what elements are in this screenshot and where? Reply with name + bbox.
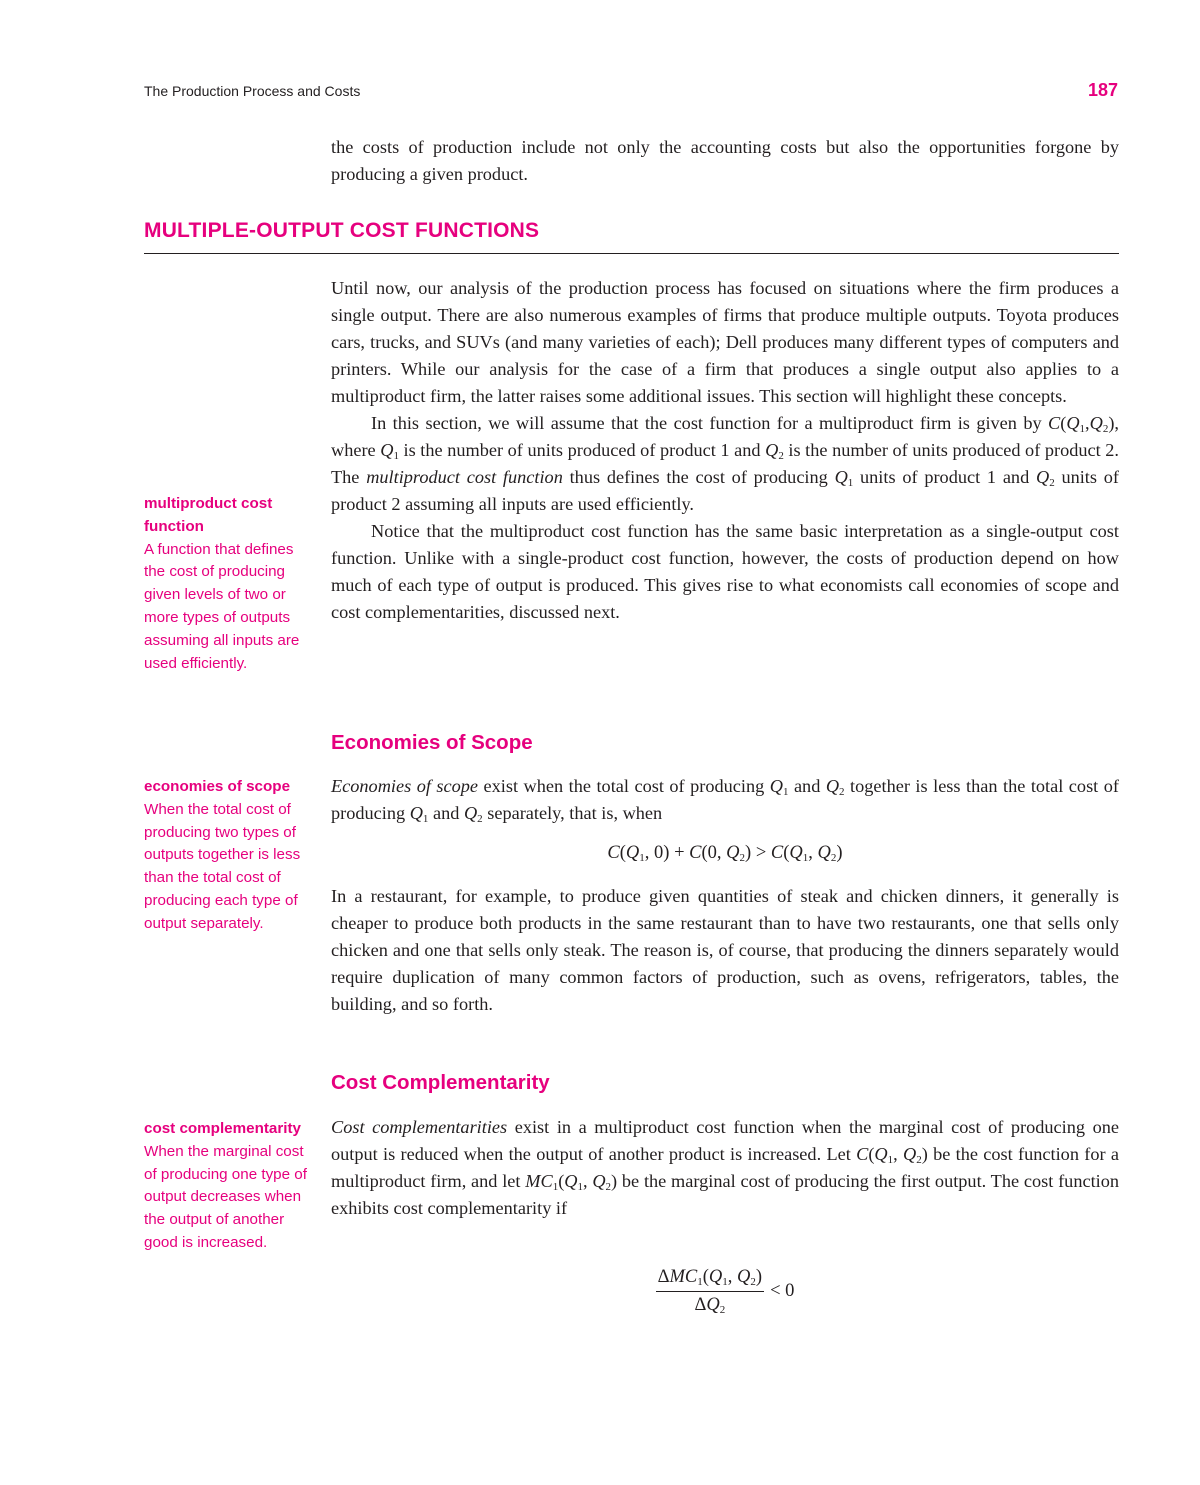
intro-text [331, 275, 1119, 626]
equation-numerator: $\Delta MC_1(Q_1$, $Q_2$) [656, 1265, 765, 1292]
restaurant-example: In a restaurant, for example, to produce given quantities of steak and chicken dinners, it generally is cheaper to produce both products in the same restaurant than to have two restaurants, one that sells only chicken and one that sells only steak. The reason is, of course, that producing the dinners separately would require duplication of many common factors of production, such as ovens, refrigerators, tables, the building, and so forth. [331, 886, 1119, 1014]
intro-paragraph-1: Until now, our analysis of the production process has focused on situations where the firm produces a single output. There are also numerous examples of firms that produce multiple outputs. Toyota produces cars, trucks, and SUVs (and many varieties of each); Dell produces many different types of computers and printers. While our analysis for the case of a firm that produces a single output also applies to a multiproduct firm, the latter raises some additional issues. This section will highlight these concepts. [331, 278, 1119, 406]
economies-of-scope-term: Economies of scope [331, 776, 479, 796]
intro-paragraph-2: In this section, we will assume that the cost function for a multiproduct firm is given by $C(Q_1,Q_2)$, where $Q_1$ is the number of units produced of product 1 and $Q_2$ is the number of units produced of product 2. The multiproduct cost function thus defines the cost of producing $Q_1$ units of product 1 and $Q_2$ units of product 2 assuming all inputs are used efficiently. [331, 413, 1120, 514]
running-head: The Production Process and Costs [144, 83, 361, 99]
scope-definition: Economies of scope exist when the total cost of producing $Q_1$ and $Q_2$ together is less than the total cost of producing $Q_1$ and $Q_2$ separately, that is, when [331, 776, 1119, 825]
section-title: MULTIPLE-OUTPUT COST FUNCTIONS [144, 219, 540, 242]
margin-note-economies-of-scope: economies of scope When the total cost of producing two types of outputs together is less than the total cost of producing each type of output separately. [144, 778, 301, 932]
multiproduct-cost-function-term: multiproduct cost function [366, 467, 563, 487]
complementarity-definition: Cost complementarities exist in a multiproduct cost function when the marginal cost of producing one output is reduced when the output of another product is increased. Let $C(Q_1$, $Q_2$) be the cost function for a multiproduct firm, and let $MC_1(Q_1$, $Q_2$) be the marginal cost of producing the first output. The cost function exhibits cost complementarity if [331, 1117, 1120, 1218]
cost-complementarity-heading: Cost Complementarity [331, 1071, 550, 1094]
cost-complementarity-equation [331, 1265, 1119, 1318]
intro-paragraph-3: Notice that the multiproduct cost function has the same basic interpretation as a single-output cost function. Unlike with a single-product cost function, however, the costs of production depend on how much of each type of output is produced. This gives rise to what economists call economies of scope and cost complementarities, discussed next. [331, 521, 1119, 622]
continuation-paragraph: the costs of production include not only the accounting costs but also the opportunities forgone by producing a given product. [331, 137, 1119, 184]
economies-of-scope-equation: $C(Q_1$, 0) + C(0, $Q_2) > C(Q_1$, $Q_2$) [607, 843, 843, 864]
cost-complementarities-term: Cost complementarities [331, 1117, 508, 1137]
equation-denominator: $\Delta Q_2$ [694, 1295, 726, 1316]
margin-note-cost-complementarity: cost complementarity When the marginal cost of producing one type of output decreases when the output of another good is increased. [144, 1120, 307, 1251]
page-number: 187 [1087, 80, 1118, 100]
economies-of-scope-heading: Economies of Scope [331, 731, 533, 754]
equation-rhs: < 0 [770, 1281, 795, 1301]
margin-note-multiproduct-cost-function: multiproduct cost function A function that defines the cost of producing given levels of two or more types of outputs assuming all inputs are used efficiently. [144, 495, 300, 672]
section-rule [144, 253, 1119, 254]
